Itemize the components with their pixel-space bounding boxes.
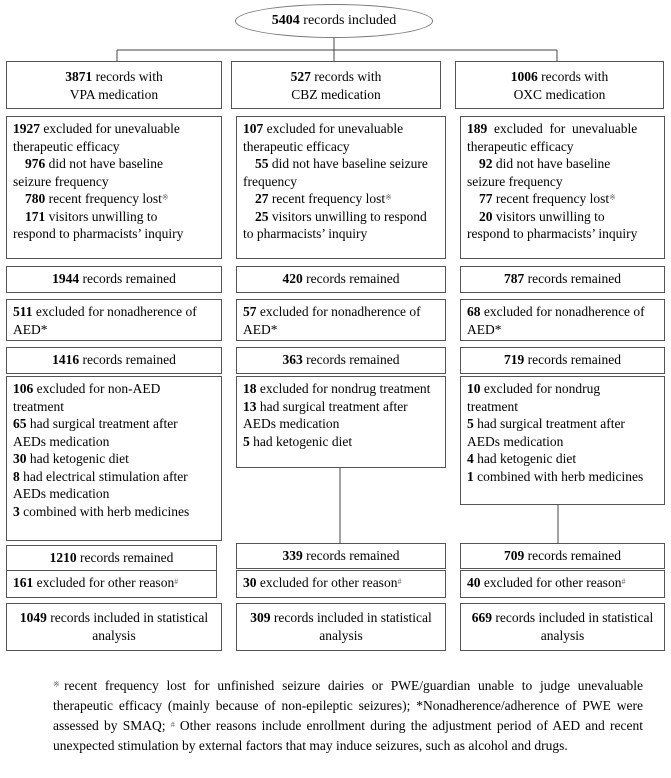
cbz-final-box: 309 records included in statistical analysis (236, 603, 446, 651)
box-line: 27 recent frequency lost※ (255, 191, 392, 206)
box-line: 77 recent frequency lost※ (479, 191, 616, 206)
box-line: 106 excluded for non-AED (13, 381, 161, 396)
cbz-exclusion-nondrug-box (236, 376, 446, 468)
oxc-exclusion-other-box: 40 excluded for other reason# (460, 570, 665, 598)
box-line: 10 excluded for nondrug (467, 381, 601, 396)
vpa-final-box: 1049 records included in statistical analysis (6, 603, 222, 651)
cbz-header-box: 527 records with CBZ medication (231, 61, 441, 109)
vpa-header-box: 3871 records with VPA medication (6, 61, 222, 109)
box-line: AEDs medication (13, 486, 110, 501)
vpa-exclusion-unevaluable-box (6, 116, 222, 259)
box-line: therapeutic efficacy (13, 138, 120, 154)
cbz-remained-3-box: 339 records remained (236, 543, 446, 569)
oxc-exclusion-unevaluable-box (460, 116, 665, 259)
footnote: ※recent frequency lost for unfinished seizure dairies or PWE/guardian unable to judge unevaluable therapeutic efficacy (mainly because of non-epileptic seizures); *Nonadherence/adherence of PWE were assessed by SMAQ; # Other reasons include enrollment during the adjustment period of AED and recent unexpected stimulation by external factors that may induce seizures, such as alcohol and drugs. (53, 678, 644, 753)
cbz-remained-1-box: 420 records remained (236, 266, 446, 293)
box-line: therapeutic efficacy (243, 138, 350, 154)
box-line: 5 had surgical treatment after (467, 416, 625, 431)
box-line: seizure frequency (467, 173, 563, 189)
oxc-remained-2-box: 719 records remained (460, 347, 665, 374)
box-line: 65 had surgical treatment after (13, 416, 178, 431)
box-line: to pharmacists’ inquiry (243, 226, 368, 241)
box-line: 189 excluded for unevaluable (467, 121, 638, 136)
box-line: treatment (13, 398, 64, 414)
box-line: AEDs medication (243, 416, 340, 431)
box-line: 976 did not have baseline (25, 156, 163, 171)
oxc-final-box: 669 records included in statistical analysis (460, 603, 665, 651)
vpa-exclusion-nonadherence-box: 511 excluded for nonadherence of AED* (6, 299, 222, 341)
oxc-exclusion-nonadherence-box: 68 excluded for nonadherence of AED* (460, 299, 665, 341)
oxc-exclusion-nondrug-box (460, 376, 665, 505)
box-line: therapeutic efficacy (467, 138, 574, 154)
box-line: 20 visitors unwilling to (479, 208, 605, 224)
vpa-exclusion-other-box: 161 excluded for other reason# (6, 570, 217, 598)
box-line: AEDs medication (467, 433, 564, 449)
box-line: 107 excluded for unevaluable (243, 121, 404, 136)
box-line: 3 combined with herb medicines (13, 503, 190, 519)
box-line: 18 excluded for nondrug treatment (243, 381, 431, 396)
box-line: 4 had ketogenic diet (467, 451, 577, 466)
box-line: treatment (467, 398, 518, 414)
box-line: 30 had ketogenic diet (13, 451, 129, 466)
box-line: AEDs medication (13, 433, 110, 449)
oxc-remained-1-box: 787 records remained (460, 266, 665, 293)
cbz-exclusion-other-box: 30 excluded for other reason# (236, 570, 446, 598)
box-line: respond to pharmacists’ inquiry (467, 226, 638, 241)
box-line: 8 had electrical stimulation after (13, 468, 188, 484)
cbz-exclusion-unevaluable-box (236, 116, 446, 259)
vpa-exclusion-non-aed-box (6, 376, 222, 541)
cbz-remained-2-box: 363 records remained (236, 347, 446, 374)
box-line: 55 did not have baseline seizure (255, 156, 428, 171)
box-line: 171 visitors unwilling to (25, 208, 158, 224)
vpa-remained-3-box: 1210 records remained (6, 545, 217, 571)
box-line: 780 recent frequency lost※ (25, 191, 169, 206)
box-line: 92 did not have baseline (479, 156, 611, 171)
box-line: 13 had surgical treatment after (243, 398, 408, 414)
cbz-exclusion-nonadherence-box: 57 excluded for nonadherence of AED* (236, 299, 446, 341)
box-line: 1 combined with herb medicines (467, 468, 644, 484)
total-records-node: 5404 records included (235, 4, 433, 38)
box-line: frequency (243, 173, 297, 189)
vpa-remained-1-box: 1944 records remained (6, 266, 222, 293)
oxc-header-box: 1006 records with OXC medication (455, 61, 664, 109)
box-line: 25 visitors unwilling to respond (255, 208, 427, 224)
box-line: 5 had ketogenic diet (243, 433, 353, 449)
box-line: respond to pharmacists’ inquiry (13, 226, 184, 241)
box-line: seizure frequency (13, 173, 109, 189)
vpa-remained-2-box: 1416 records remained (6, 347, 222, 374)
box-line: 1927 excluded for unevaluable (13, 121, 180, 136)
oxc-remained-3-box: 709 records remained (460, 543, 665, 569)
